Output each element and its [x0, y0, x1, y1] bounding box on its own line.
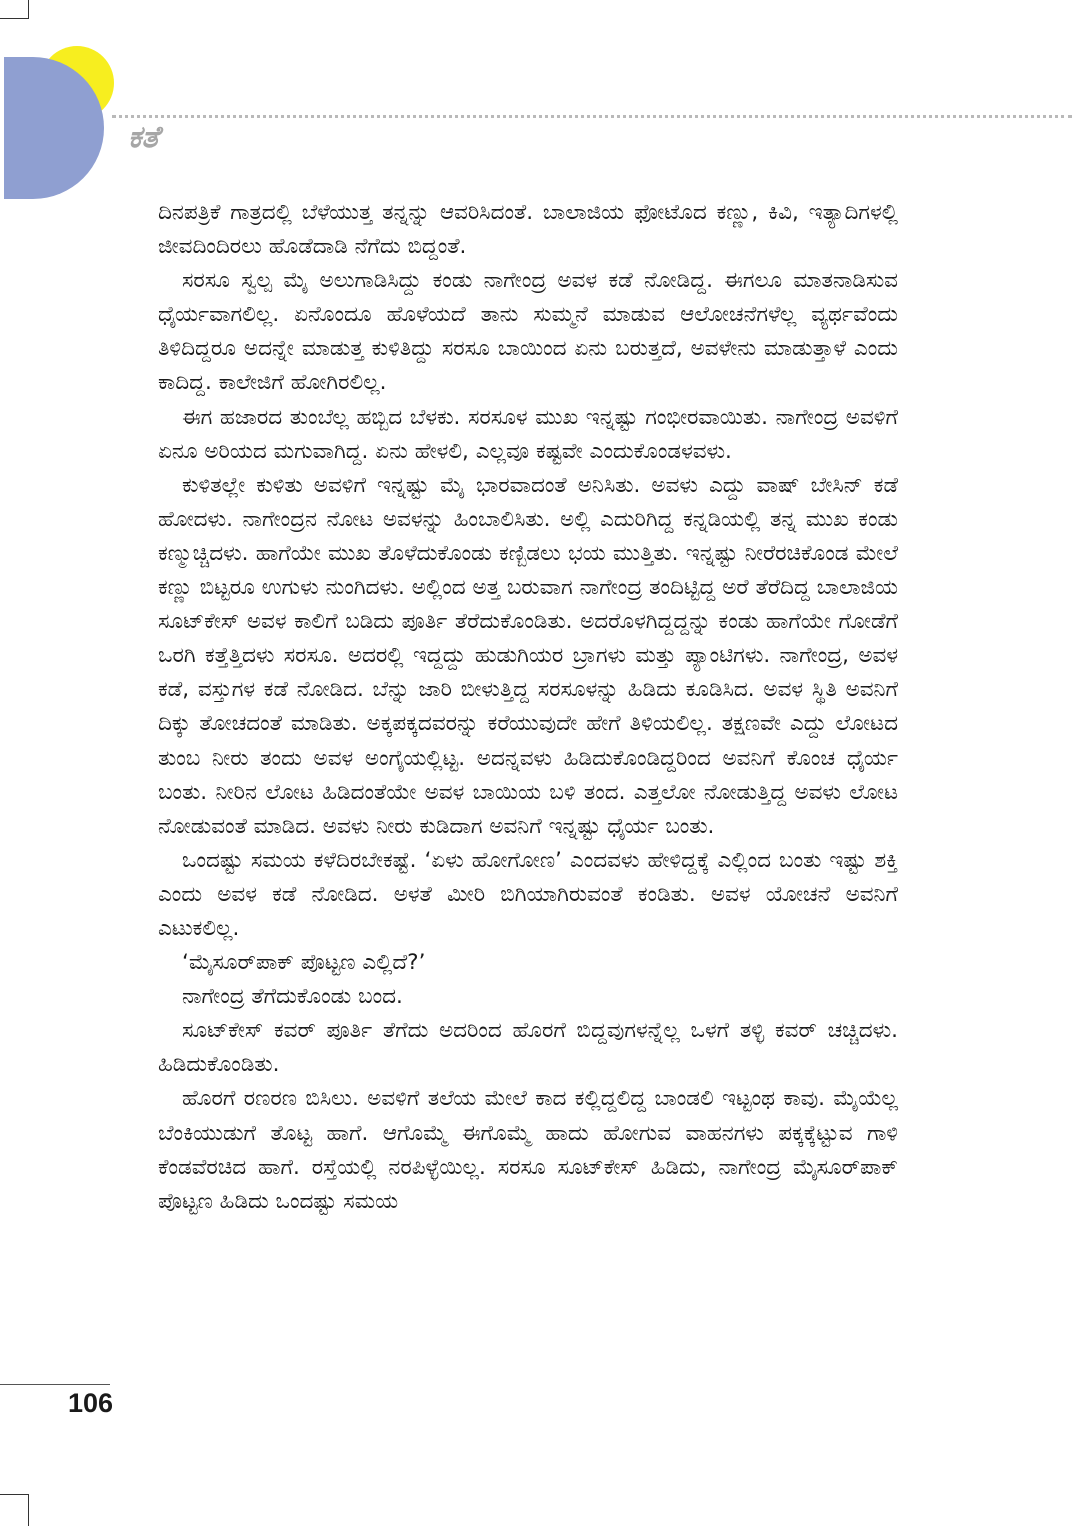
paragraph: ಸೂಟ್‌ಕೇಸ್ ಕವರ್ ಪೂರ್ತಿ ತೆಗೆದು ಅದರಿಂದ ಹೊರಗೆ ಬಿದ್ದವುಗಳನ್ನೆಲ್ಲ ಒಳಗೆ ತಳ್ಳಿ ಕವರ್ ಚಚ್ಚಿದಳು. ಹಿಡಿದುಕೊಂಡಿತು.: [158, 1018, 898, 1078]
page-number: 106: [68, 1388, 114, 1418]
paragraph: ಈಗ ಹಜಾರದ ತುಂಬೆಲ್ಲ ಹಬ್ಬಿದ ಬೆಳಕು. ಸರಸೂಳ ಮುಖ ಇನ್ನಷ್ಟು ಗಂಭೀರವಾಯಿತು. ನಾಗೇಂದ್ರ ಅವಳಿಗೆ ಏನೂ ಅರಿಯದ ಮಗುವಾಗಿದ್ದ. ಏನು ಹೇಳಲಿ, ಎಲ್ಲವೂ ಕಷ್ಟವೇ ಎಂದುಕೊಂಡಳವಳು.: [158, 404, 898, 464]
story-body: [158, 196, 898, 1219]
footer-rule: [0, 1384, 110, 1385]
paragraph: ‘ಮೈಸೂರ್‌ಪಾಕ್ ಪೊಟ್ಟಣ ಎಲ್ಲಿದೆ?’: [182, 950, 426, 976]
paragraph: ಒಂದಷ್ಟು ಸಮಯ ಕಳೆದಿರಬೇಕಷ್ಟೆ. ‘ಏಳು ಹೋಗೋಣ’ ಎಂದವಳು ಹೇಳಿದ್ದಕ್ಕೆ ಎಲ್ಲಿಂದ ಬಂತು ಇಷ್ಟು ಶಕ್ತಿ ಎಂದು ಅವಳ ಕಡೆ ನೋಡಿದ. ಅಳತೆ ಮೀರಿ ಬಿಗಿಯಾಗಿರುವಂತೆ ಕಂಡಿತು. ಅವಳ ಯೋಚನೆ ಅವನಿಗೆ ಎಟುಕಲಿಲ್ಲ.: [158, 847, 898, 941]
paragraph: ಸರಸೂ ಸ್ವಲ್ಪ ಮೈ ಅಲುಗಾಡಿಸಿದ್ದು ಕಂಡು ನಾಗೇಂದ್ರ ಅವಳ ಕಡೆ ನೋಡಿದ್ದ. ಈಗಲೂ ಮಾತನಾಡಿಸುವ ಧೈರ್ಯವಾಗಲಿಲ್ಲ. ಏನೊಂದೂ ಹೊಳೆಯದೆ ತಾನು ಸುಮ್ಮನೆ ಮಾಡುವ ಆಲೋಚನೆಗಳೆಲ್ಲ ವ್ಯರ್ಥವೆಂದು ತಿಳಿದಿದ್ದರೂ ಅದನ್ನೇ ಮಾಡುತ್ತ ಕುಳಿತಿದ್ದು ಸರಸೂ ಬಾಯಿಂದ ಏನು ಬರುತ್ತದೆ, ಅವಳೇನು ಮಾಡುತ್ತಾಳೆ ಎಂದು ಕಾದಿದ್ದ. ಕಾಲೇಜಿಗೆ ಹೋಗಿರಲಿಲ್ಲ.: [158, 268, 898, 396]
section-label: ಕತೆ: [128, 120, 159, 155]
paragraph: ಹೊರಗೆ ರಣರಣ ಬಿಸಿಲು. ಅವಳಿಗೆ ತಲೆಯ ಮೇಲೆ ಕಾದ ಕಲ್ಲಿದ್ದಲಿದ್ದ ಬಾಂಡಲಿ ಇಟ್ಟಂಥ ಕಾವು. ಮೈಯೆಲ್ಲ ಬೆಂಕಿಯುಡುಗೆ ತೊಟ್ಟ ಹಾಗೆ. ಆಗೊಮ್ಮೆ ಈಗೊಮ್ಮೆ ಹಾದು ಹೋಗುವ ವಾಹನಗಳು ಪಕ್ಕಕ್ಕೆಟ್ಟುವ ಗಾಳಿ ಕೆಂಡವೆರಚಿದ ಹಾಗೆ. ರಸ್ತೆಯಲ್ಲಿ ನರಪಿಳ್ಳೆಯಿಲ್ಲ. ಸರಸೂ ಸೂಟ್‌ಕೇಸ್ ಹಿಡಿದು, ನಾಗೇಂದ್ರ ಮೈಸೂರ್‌ಪಾಕ್ ಪೊಟ್ಟಣ ಹಿಡಿದು ಒಂದಷ್ಟು ಸಮಯ: [158, 1086, 898, 1214]
crop-mark-top: [0, 0, 29, 19]
paragraph: ದಿನಪತ್ರಿಕೆ ಗಾತ್ರದಲ್ಲಿ ಬೆಳೆಯುತ್ತ ತನ್ನನ್ನು ಆವರಿಸಿದಂತೆ. ಬಾಲಾಜಿಯ ಫೋಟೊದ ಕಣ್ಣು, ಕಿವಿ, ಇತ್ಯಾದಿಗಳಲ್ಲಿ ಜೀವದಿಂದಿರಲು ಹೊಡೆದಾಡಿ ನೆಗೆದು ಬಿದ್ದಂತೆ.: [158, 200, 898, 260]
header-dotted-rule: [112, 115, 1072, 118]
crop-mark-bottom: [0, 1494, 29, 1526]
paragraph: ಕುಳಿತಲ್ಲೇ ಕುಳಿತು ಅವಳಿಗೆ ಇನ್ನಷ್ಟು ಮೈ ಭಾರವಾದಂತೆ ಅನಿಸಿತು. ಅವಳು ಎದ್ದು ವಾಷ್ ಬೇಸಿನ್ ಕಡೆ ಹೋದಳು. ನಾಗೇಂದ್ರನ ನೋಟ ಅವಳನ್ನು ಹಿಂಬಾಲಿಸಿತು. ಅಲ್ಲಿ ಎದುರಿಗಿದ್ದ ಕನ್ನಡಿಯಲ್ಲಿ ತನ್ನ ಮುಖ ಕಂಡು ಕಣ್ಮುಚ್ಚಿದಳು. ಹಾಗೆಯೇ ಮುಖ ತೊಳೆದುಕೊಂಡು ಕಣ್ಬಿಡಲು ಭಯ ಮುತ್ತಿತು. ಇನ್ನಷ್ಟು ನೀರೆರಚಿಕೊಂಡ ಮೇಲೆ ಕಣ್ಣು ಬಿಟ್ಟರೂ ಉಗುಳು ನುಂಗಿದಳು. ಅಲ್ಲಿಂದ ಅತ್ತ ಬರುವಾಗ ನಾಗೇಂದ್ರ ತಂದಿಟ್ಟಿದ್ದ ಅರೆ ತೆರೆದಿದ್ದ ಬಾಲಾಜಿಯ ಸೂಟ್‌ಕೇಸ್ ಅವಳ ಕಾಲಿಗೆ ಬಡಿದು ಪೂರ್ತಿ ತೆರೆದುಕೊಂಡಿತು. ಅದರೊಳಗಿದ್ದದ್ದನ್ನು ಕಂಡು ಹಾಗೆಯೇ ಗೋಡೆಗೆ ಒರಗಿ ಕತ್ತೆತ್ತಿದಳು ಸರಸೂ. ಅದರಲ್ಲಿ ಇದ್ದದ್ದು ಹುಡುಗಿಯರ ಬ್ರಾಗಳು ಮತ್ತು ಪ್ಯಾಂಟಿಗಳು. ನಾಗೇಂದ್ರ, ಅವಳ ಕಡೆ, ವಸ್ತುಗಳ ಕಡೆ ನೋಡಿದ. ಬೆನ್ನು ಜಾರಿ ಬೀಳುತ್ತಿದ್ದ ಸರಸೂಳನ್ನು ಹಿಡಿದು ಕೂಡಿಸಿದ. ಅವಳ ಸ್ಥಿತಿ ಅವನಿಗೆ ದಿಕ್ಕು ತೋಚದಂತೆ ಮಾಡಿತು. ಅಕ್ಕಪಕ್ಕದವರನ್ನು ಕರೆಯುವುದೇ ಹೇಗೆ ತಿಳಿಯಲಿಲ್ಲ. ತಕ್ಷಣವೇ ಎದ್ದು ಲೋಟದ ತುಂಬ ನೀರು ತಂದು ಅವಳ ಅಂಗೈಯಲ್ಲಿಟ್ಟ. ಅದನ್ನವಳು ಹಿಡಿದುಕೊಂಡಿದ್ದರಿಂದ ಅವನಿಗೆ ಕೊಂಚ ಧೈರ್ಯ ಬಂತು. ನೀರಿನ ಲೋಟ ಹಿಡಿದಂತೆಯೇ ಅವಳ ಬಾಯಿಯ ಬಳಿ ತಂದ. ಎತ್ತಲೋ ನೋಡುತ್ತಿದ್ದ ಅವಳು ಲೋಟ ನೋಡುವಂತೆ ಮಾಡಿದ. ಅವಳು ನೀರು ಕುಡಿದಾಗ ಅವನಿಗೆ ಇನ್ನಷ್ಟು ಧೈರ್ಯ ಬಂತು.: [158, 472, 898, 839]
paragraph: ನಾಗೇಂದ್ರ ತೆಗೆದುಕೊಂಡು ಬಂದ.: [182, 984, 403, 1010]
